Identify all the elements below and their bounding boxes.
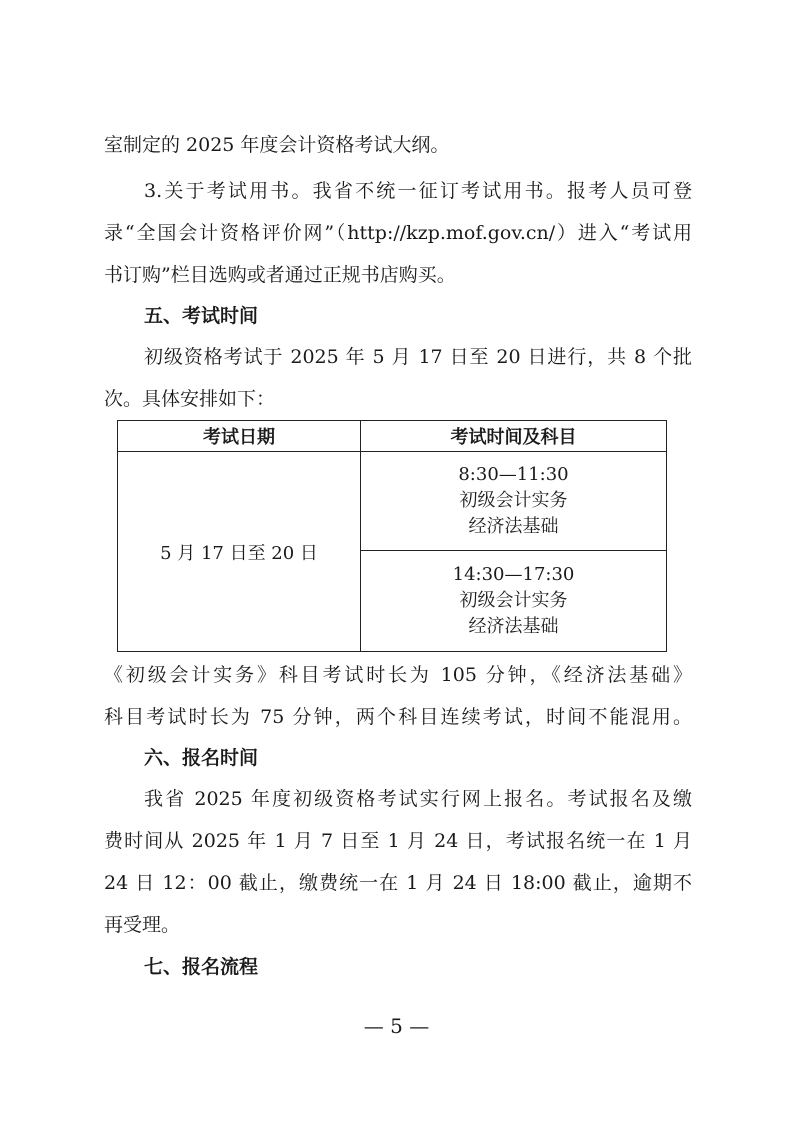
paragraph-line: 24 日 12：00 截止，缴费统一在 1 月 24 日 18:00 截止，逾期不 [104,872,692,894]
paragraph-line: 书订购”栏目选购或者通过正规书店购买。 [104,264,456,286]
section-heading-6: 六、报名时间 [144,747,259,769]
table-header-subjects: 考试时间及科目 [361,421,667,452]
paragraph-line: 我省 2025 年度初级资格考试实行网上报名。考试报名及缴 [144,788,692,810]
paragraph-line: 初级资格考试于 2025 年 5 月 17 日至 20 日进行，共 8 个批 [144,346,692,368]
table-row [118,452,667,551]
session-cell-afternoon [361,551,667,652]
exam-date-cell: 5 月 17 日至 20 日 [118,452,361,652]
exam-schedule-table [117,420,667,652]
paragraph-line: 《初级会计实务》科目考试时长为 105 分钟，《经济法基础》 [104,664,692,686]
table-header-date: 考试日期 [118,421,361,452]
table-header-row [118,421,667,452]
paragraph-line: 科目考试时长为 75 分钟，两个科目连续考试，时间不能混用。 [104,706,692,728]
page-number: — 5 — [363,1014,430,1038]
session-subject: 经济法基础 [468,616,559,637]
session-cell-morning [361,452,667,551]
session-subject: 初级会计实务 [459,490,568,511]
session-subject: 初级会计实务 [459,590,568,611]
paragraph-line: 次。具体安排如下： [104,388,276,410]
session-time: 8:30—11:30 [458,464,569,485]
session-time: 14:30—17:30 [452,564,575,585]
section-heading-7: 七、报名流程 [144,956,259,978]
paragraph-line: 室制定的 2025 年度会计资格考试大纲。 [104,134,450,156]
section-heading-5: 五、考试时间 [144,305,259,327]
paragraph-line: 再受理。 [104,914,181,936]
session-subject: 经济法基础 [468,516,559,537]
paragraph-line: 录“全国会计资格评价网”（http://kzp.mof.gov.cn/）进入“考试用 [104,222,692,244]
paragraph-line: 3.关于考试用书。我省不统一征订考试用书。报考人员可登 [144,180,692,202]
paragraph-line: 费时间从 2025 年 1 月 7 日至 1 月 24 日，考试报名统一在 1 月 [104,830,692,852]
